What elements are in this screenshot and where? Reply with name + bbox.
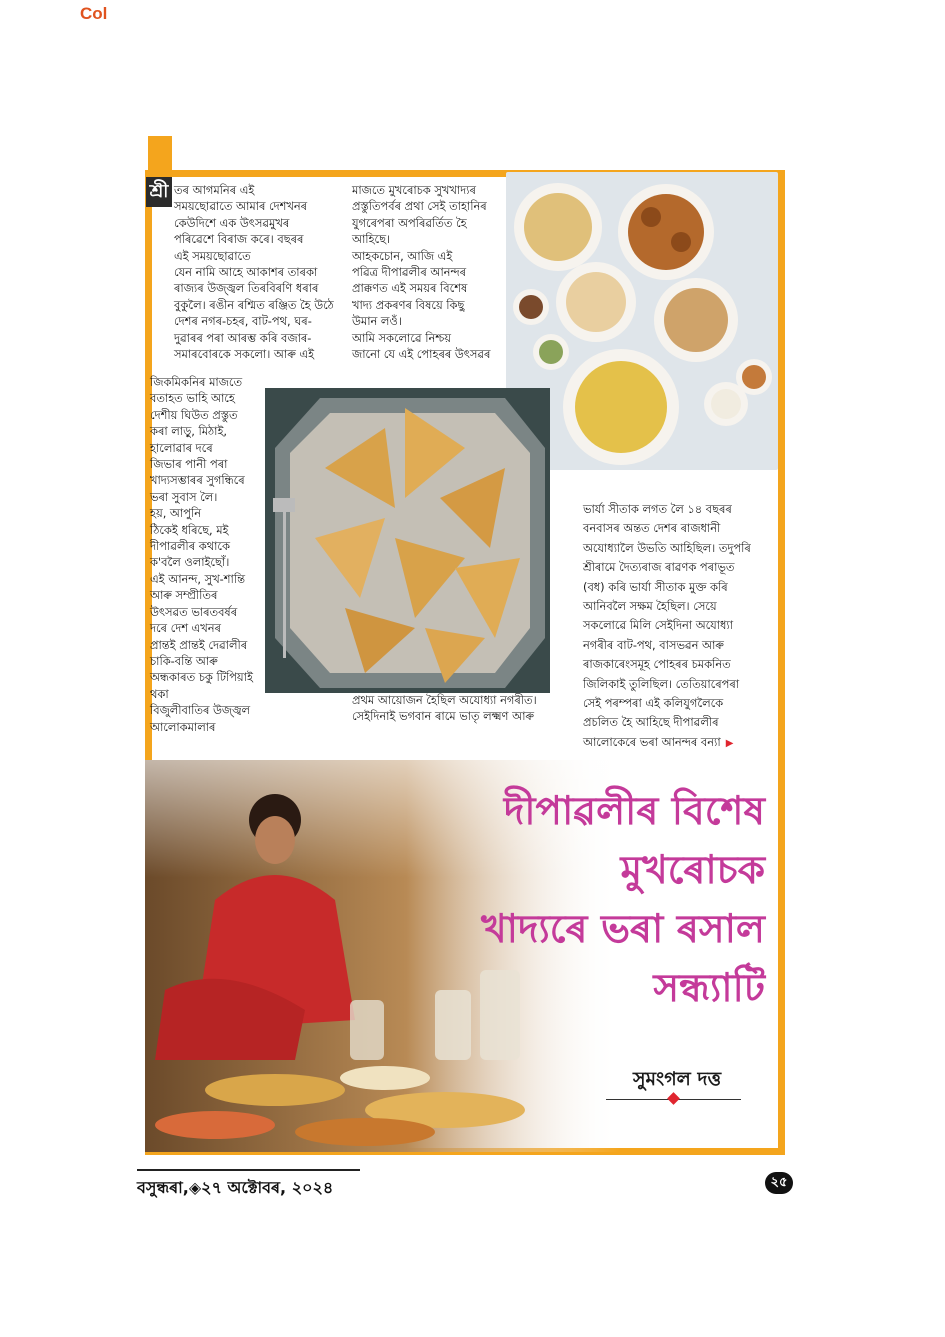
page-number: ২৫ [765, 1172, 793, 1194]
continue-arrow-icon: ▶ [725, 737, 734, 749]
article-text-col2: মাজতে মুখৰোচক সুখখাদ্যৰ প্ৰস্তুতিপৰ্বৰ প্ৰথা সেই তাহানিৰ যুগৰেপৰা অপৰিৱৰ্তিত হৈ আহিছে। আহকচোন, আজি এই পৱিত্ৰ দীপাৱলীৰ আনন্দৰ প্ৰাক্কণত এই সময়ৰ বিশেষ খাদ্য প্ৰকৰণৰ বিষয়ে কিছু উমান লওঁ। আমি সকলোৱে নিশ্চয় জানো যে এই পোহৰৰ উৎসৱৰ [352, 183, 491, 362]
samosa-photo [265, 388, 550, 693]
corner-label: Col [80, 4, 108, 23]
author-name: সুমংগল দত্ত [632, 1068, 722, 1090]
footer-rule [137, 1169, 360, 1171]
article-text-col1: তৰ আগমনিৰ এই সময়ছোৱাতে আমাৰ দেশখনৰ কেউদিশে এক উৎসৱমুখৰ পৰিৱেশে বিৰাজ কৰে। বছৰৰ এই সময়ছোৱাতে যেন নামি আহে আকাশৰ তাৰকা ৰাজ্যৰ উজ্জ্বল তিৰবিৰণি ধৰাৰ বুকুলৈ। ৰঙীন ৰশ্মিত ৰঞ্জিত হৈ উঠে দেশৰ নগৰ-চহৰ, বাট-পথ, ঘৰ- দুৱাৰৰ পৰা আৰম্ভ কৰি বজাৰ- সমাৰবোৰকে সকলো। আৰু এই [174, 183, 334, 362]
frame-tab [148, 136, 172, 180]
drop-cap-initial: শ্ৰী [146, 177, 172, 207]
footer-publication: বসুন্ধৰা,◈২৭ অক্টোবৰ, ২০২৪ [137, 1178, 334, 1197]
headline-line: দীপাৱলীৰ বিশেষ [503, 789, 765, 834]
headline [450, 782, 765, 1018]
article-text-col1b: জিকমিকনিৰ মাজতে বতাহত ভাহি আহে দেশীয় ঘিউত প্ৰস্তুত কৰা লাড়ু, মিঠাই, হালোৱাৰ দৰে জিভাৰ পানী পৰা খাদ্যসম্ভাৰৰ সুগন্ধিৰে ভৰা সুবাস লৈ। হয়, আপুনি ঠিকেই ধৰিছে, মই দীপাৱলীৰ কথাকে ক'বলৈ ওলাইছোঁ। এই আনন্দ, সুখ-শান্তি আৰু সম্প্ৰীতিৰ উৎসৱত ভাৰতবৰ্ষৰ দৰে দেশ এখনৰ প্ৰান্তই প্ৰান্তই দেৱালীৰ চাকি-বন্তি আৰু অন্ধকাৰত চকু টিপিয়াই থকা বিজুলীবাতিৰ উজ্জ্বল আলোকমালাৰ [150, 375, 253, 734]
headline-line: খাদ্যৰে ভৰা ৰসাল [481, 907, 765, 952]
headline-line: সন্ধ্যাটি [653, 966, 765, 1011]
article-text-col4: প্ৰথম আয়োজন হৈছিল অযোধ্যা নগৰীত। সেইদিনাই ভগবান ৰামে ভাতৃ লক্ষ্মণ আৰু [352, 693, 537, 724]
article-text-col3-wrap [583, 498, 773, 750]
headline-line: মুখৰোচক [620, 848, 765, 893]
article-text-col3: ভাৰ্যা সীতাক লগত লৈ ১৪ বছৰৰ বনবাসৰ অন্তত দেশৰ ৰাজধানী অযোধ্যালৈ উভতি আহিছিল। তদুপৰি শ্ৰীৰামে দৈত্যৰাজ ৰাৱণক পৰাভূত (বধ) কৰি ভাৰ্যা সীতাক মুক্ত কৰি আনিবলৈ সক্ষম হৈছিল। সেয়ে সকলোৱে মিলি সেইদিনা অযোধ্যা নগৰীৰ বাট-পথ, বাসভৱন আৰু ৰাজকাৰেংসমূহ পোহৰৰ চমকনিত জিলিকাই তুলিছিল। তেতিয়াৰেপৰা সেই পৰম্পৰা এই কলিযুগলৈকে প্ৰচলিত হৈ আহিছে দীপাৱলীৰ আলোকেৰে ভৰা আনন্দৰ বন্যা [583, 502, 751, 749]
